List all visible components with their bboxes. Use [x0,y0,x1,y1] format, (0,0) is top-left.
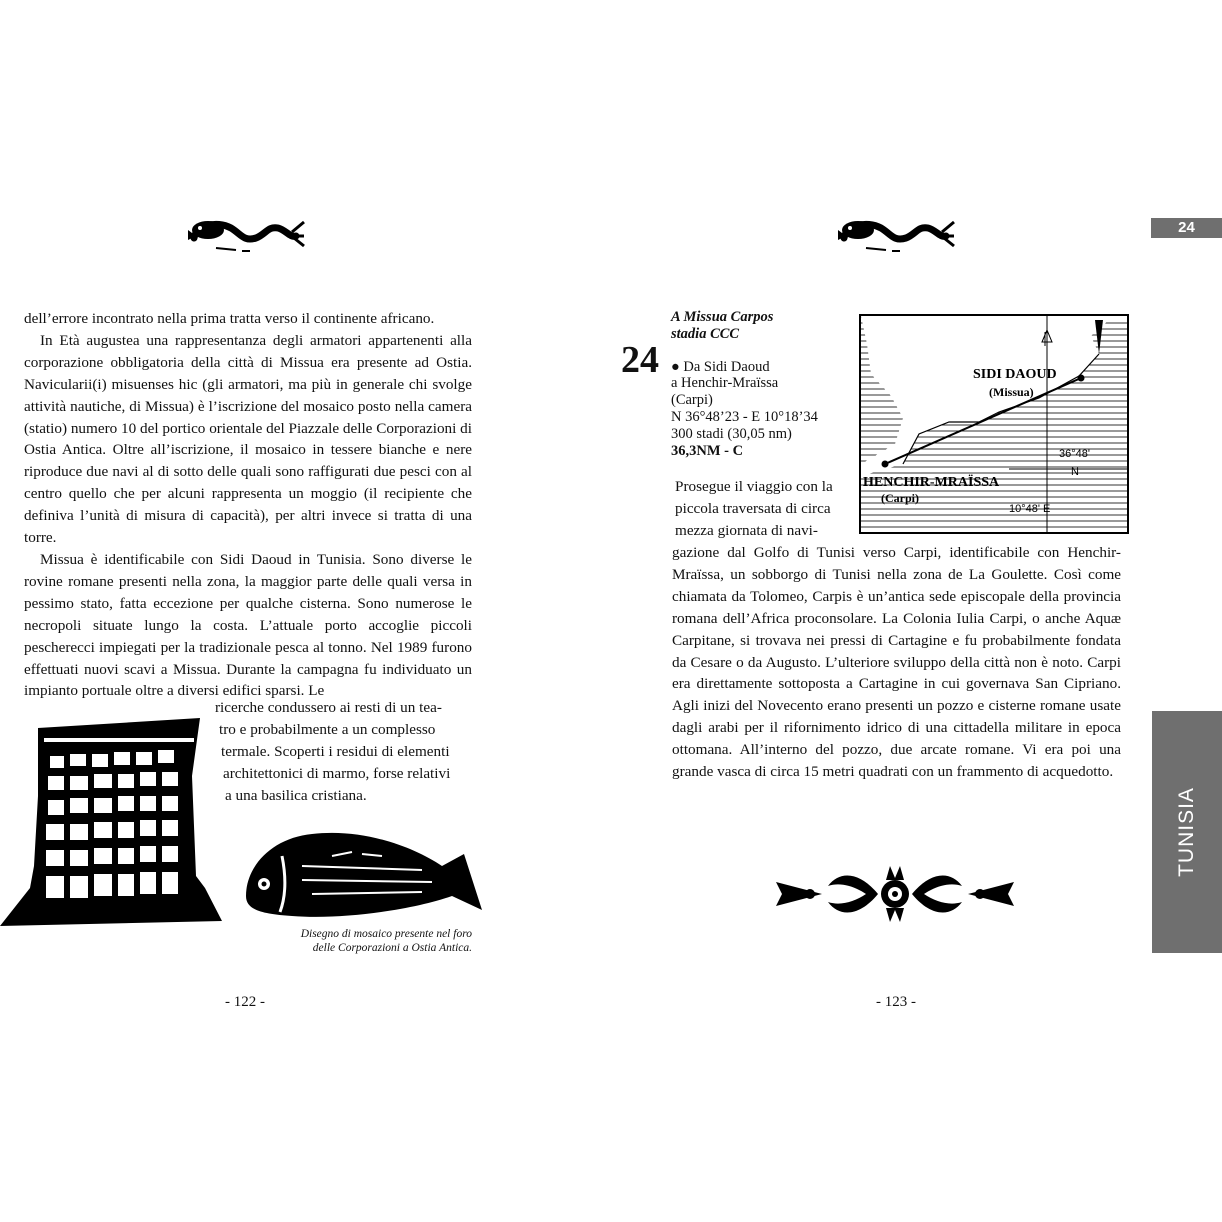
route-info [671,309,861,459]
chapter-tab-number: 24 [1151,218,1222,238]
wrap-line: mezza giornata di navi- [675,521,818,539]
page-number-left: - 122 - [225,994,265,1010]
route-line: N 36°48’23 - E 10°18’34 [671,408,818,425]
wrap-line: piccola traversata di circa [675,499,831,517]
sea-serpent-ornament-left [186,208,306,258]
right-wrap-text [675,476,844,542]
left-body-text [24,308,472,702]
chapter-side-tab [1152,711,1222,953]
map-latitude-label: 36°48' [1059,448,1090,460]
sea-serpent-ornament-right [836,208,956,258]
paragraph-1: dell’errore incontrato nella prima tratta verso il continente africano. [24,310,435,327]
route-line: 300 stadi (30,05 nm) [671,425,792,442]
tower-mosaic-illustration [0,716,225,946]
left-wrap-text [215,697,472,807]
map-label-henchir: HENCHIR-MRAÏSSA [863,475,1000,490]
wrap-line: architettonici di marmo, forse relativi [223,764,451,782]
figure-caption [272,928,472,955]
page-number-right: - 123 - [876,994,916,1010]
palmette-ornament [770,864,1020,924]
route-map [859,314,1129,539]
fish-mosaic-illustration [242,826,487,926]
caption-line: delle Corporazioni a Ostia Antica. [312,941,472,954]
route-number: 24 [621,339,659,381]
map-latitude-dir: N [1071,466,1079,478]
route-title: A Missua Carpos [671,309,774,325]
route-line: ● Da Sidi Daoud [671,358,770,375]
map-label-missua: (Missua) [989,385,1034,399]
route-line: a Henchir-Mraïssa [671,375,779,392]
map-longitude-label: 10°48' E [1009,503,1051,515]
caption-line: Disegno di mosaico presente nel foro [300,928,472,940]
route-line: (Carpi) [671,392,713,409]
paragraph-3: Missua è identificabile con Sidi Daoud in Tunisia. Sono diverse le rovine romane presenti nella zona, la maggior parte delle quali versa in pessimo stato, fatta eccezione per qualche cisterna. Sono numerose le necropoli situate lungo la costa. L’attuale porto accoglie piccoli pescherecci impiegati per la tradizionale pesca al tonno. Nel 1989 furono effettuati nuovi scavi a Missua. Durante la campagna fu individuato un impianto portuale oltre a diversi edifici sparsi. Le [24,550,472,700]
wrap-line: a una basilica cristiana. [225,786,367,804]
route-distance: 36,3NM - C [671,442,744,459]
right-body-text [672,542,1121,783]
wrap-line: termale. Scoperti i residui di elementi [221,742,450,760]
paragraph-2: In Età augustea una rappresentanza degli armatori appartenenti alla corporazione obbligatoria della città di Missua era presente ad Ostia. Navicularii(i) misuenses hic (gli armatori, ma più in generale chi svolge attività nautiche, di Missua) è l’iscrizione del mosaico posto nella camera (statio) numero 10 del portico orientale del Piazzale delle Corporazioni di Ostia Antica. Oltre all’iscrizione, il mosaico in tessere bianche e nere riproduce due navi al di sotto delle quali sono raffigurati due pesci con al centro quello che per alcuni rappresenta un moggio (il recipiente che definiva l’unità di misura di capacità), per altri invece si tratta di una torre. [24,331,472,547]
map-label-carpi: (Carpi) [881,491,919,505]
wrap-line: ricerche condussero ai resti di un tea- [215,699,442,716]
wrap-line: Prosegue il viaggio con la [675,478,833,495]
route-title: stadia CCC [671,325,740,342]
wrap-line: tro e probabilmente a un complesso [219,720,436,738]
map-label-sidi-daoud: SIDI DAOUD [973,367,1057,382]
side-tab-label: TUNISIA [1175,787,1198,877]
body-paragraph: gazione dal Golfo di Tunisi verso Carpi, identificabile con Henchir-Mraïssa, un sobborgo di Tunisi nella zona de La Goulette. Così come chiamata da Tolomeo, Carpis è un’antica sede episcopale della provincia romana dell’Africa proconsolare. La Colonia Iulia Carpi, o anche Aquæ Carpitane, si trovava nei pressi di Cartagine e fu probabilmente fondata da Cesare o da Augusto. L’ulteriore sviluppo della città non è noto. Carpi era direttamente sottoposta a Cartagine in cui governava San Cipriano. Agli inizi del Novecento erano presenti un pozzo e cisterne romane usate dagli arabi per il rifornimento idrico di una cittadella militare in epoca ottomana. All’interno del pozzo, due arcate romane. Vi era poi una grande vasca di circa 15 metri quadrati con un frammento di acquedotto. [672,544,1121,781]
